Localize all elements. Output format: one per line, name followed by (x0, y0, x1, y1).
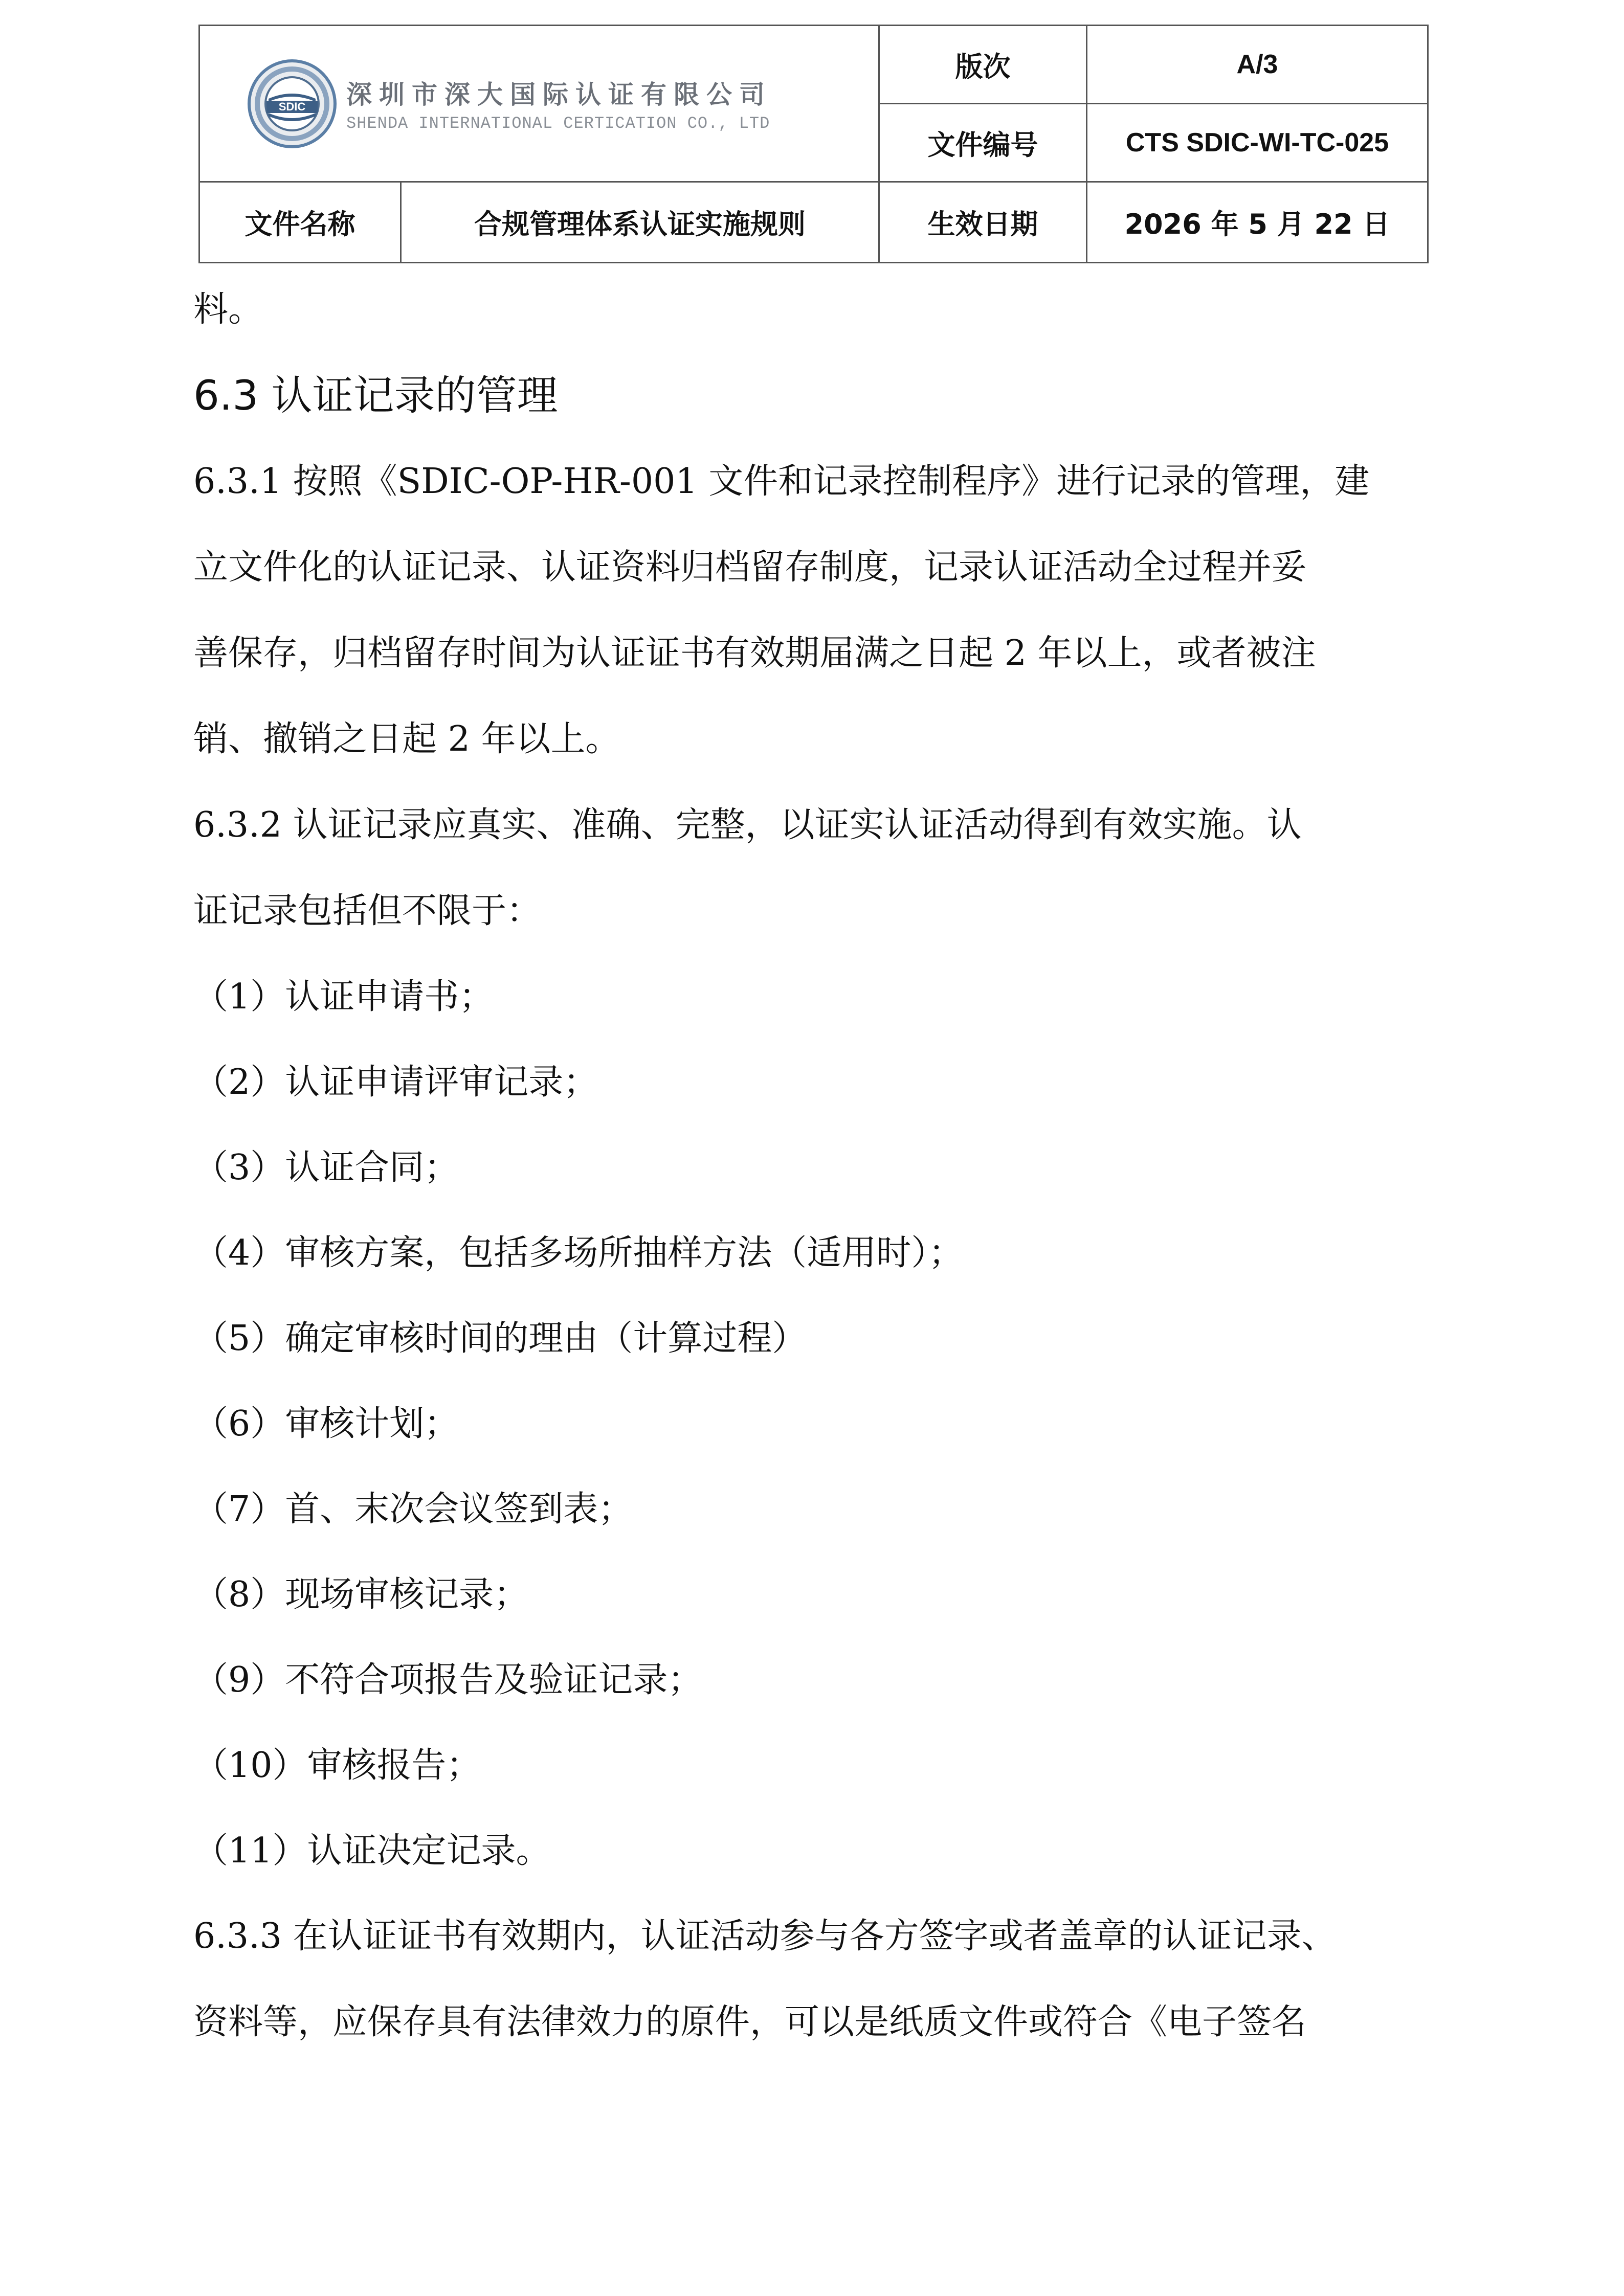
continuation-text: 料。 (193, 289, 263, 330)
effective-date-value: 2026 年 5 月 22 日 (1087, 182, 1428, 263)
company-logo (200, 26, 878, 181)
paragraph-6-3-1-line: 立文件化的认证记录、认证资料归档留存制度，记录认证活动全过程并妥 (193, 547, 1307, 588)
paragraph-6-3-2-line: 证记录包括但不限于： (193, 891, 542, 931)
paragraph-6-3-1-line: 6.3.1 按照《SDIC-OP-HR-001 文件和记录控制程序》进行记录的管理，建 (193, 461, 1370, 502)
doc-number-label: 文件编号 (879, 104, 1087, 182)
doc-number-value: CTS SDIC-WI-TC-025 (1087, 104, 1428, 182)
list-item: （8）现场审核记录； (193, 1574, 529, 1615)
paragraph-6-3-3-line: 6.3.3 在认证证书有效期内，认证活动参与各方签字或者盖章的认证记录、 (193, 1916, 1337, 1956)
section-title: 6.3 认证记录的管理 (193, 372, 558, 419)
company-logo-cell (199, 26, 879, 182)
list-item: （1）认证申请书； (193, 977, 494, 1017)
list-item: （2）认证申请评审记录； (193, 1062, 598, 1102)
sdic-logo-icon (246, 58, 338, 150)
list-item: （3）认证合同； (193, 1147, 459, 1188)
version-value: A/3 (1087, 26, 1428, 104)
doc-name-value: 合规管理体系认证实施规则 (401, 182, 879, 263)
list-item: （5）确定审核时间的理由（计算过程） (193, 1318, 807, 1359)
list-item: （7）首、末次会议签到表； (193, 1489, 633, 1529)
list-item: （11）认证决定记录。 (193, 1831, 551, 1871)
company-name-zh: 深圳市深大国际认证有限公司 (346, 80, 772, 109)
list-item: （9）不符合项报告及验证记录； (193, 1660, 703, 1700)
list-item: （4）审核方案，包括多场所抽样方法（适用时）； (193, 1233, 964, 1273)
version-label: 版次 (879, 26, 1087, 104)
paragraph-6-3-2-line: 6.3.2 认证记录应真实、准确、完整，以证实认证活动得到有效实施。认 (193, 805, 1302, 845)
document-body (193, 267, 1441, 2065)
list-item: （6）审核计划； (193, 1404, 459, 1444)
paragraph-6-3-1-line: 销、撤销之日起 2 年以上。 (193, 719, 620, 759)
document-header-table (198, 25, 1429, 263)
effective-date-label: 生效日期 (879, 182, 1087, 263)
doc-name-label: 文件名称 (199, 182, 401, 263)
paragraph-6-3-3-line: 资料等，应保存具有法律效力的原件，可以是纸质文件或符合《电子签名 (193, 2002, 1307, 2042)
svg-text:SDIC: SDIC (278, 100, 306, 113)
list-item: （10）审核报告； (193, 1745, 481, 1786)
paragraph-6-3-1-line: 善保存，归档留存时间为认证证书有效期届满之日起 2 年以上，或者被注 (193, 633, 1316, 673)
company-name-en: SHENDA INTERNATIONAL CERTICATION CO., LTD (346, 114, 770, 133)
